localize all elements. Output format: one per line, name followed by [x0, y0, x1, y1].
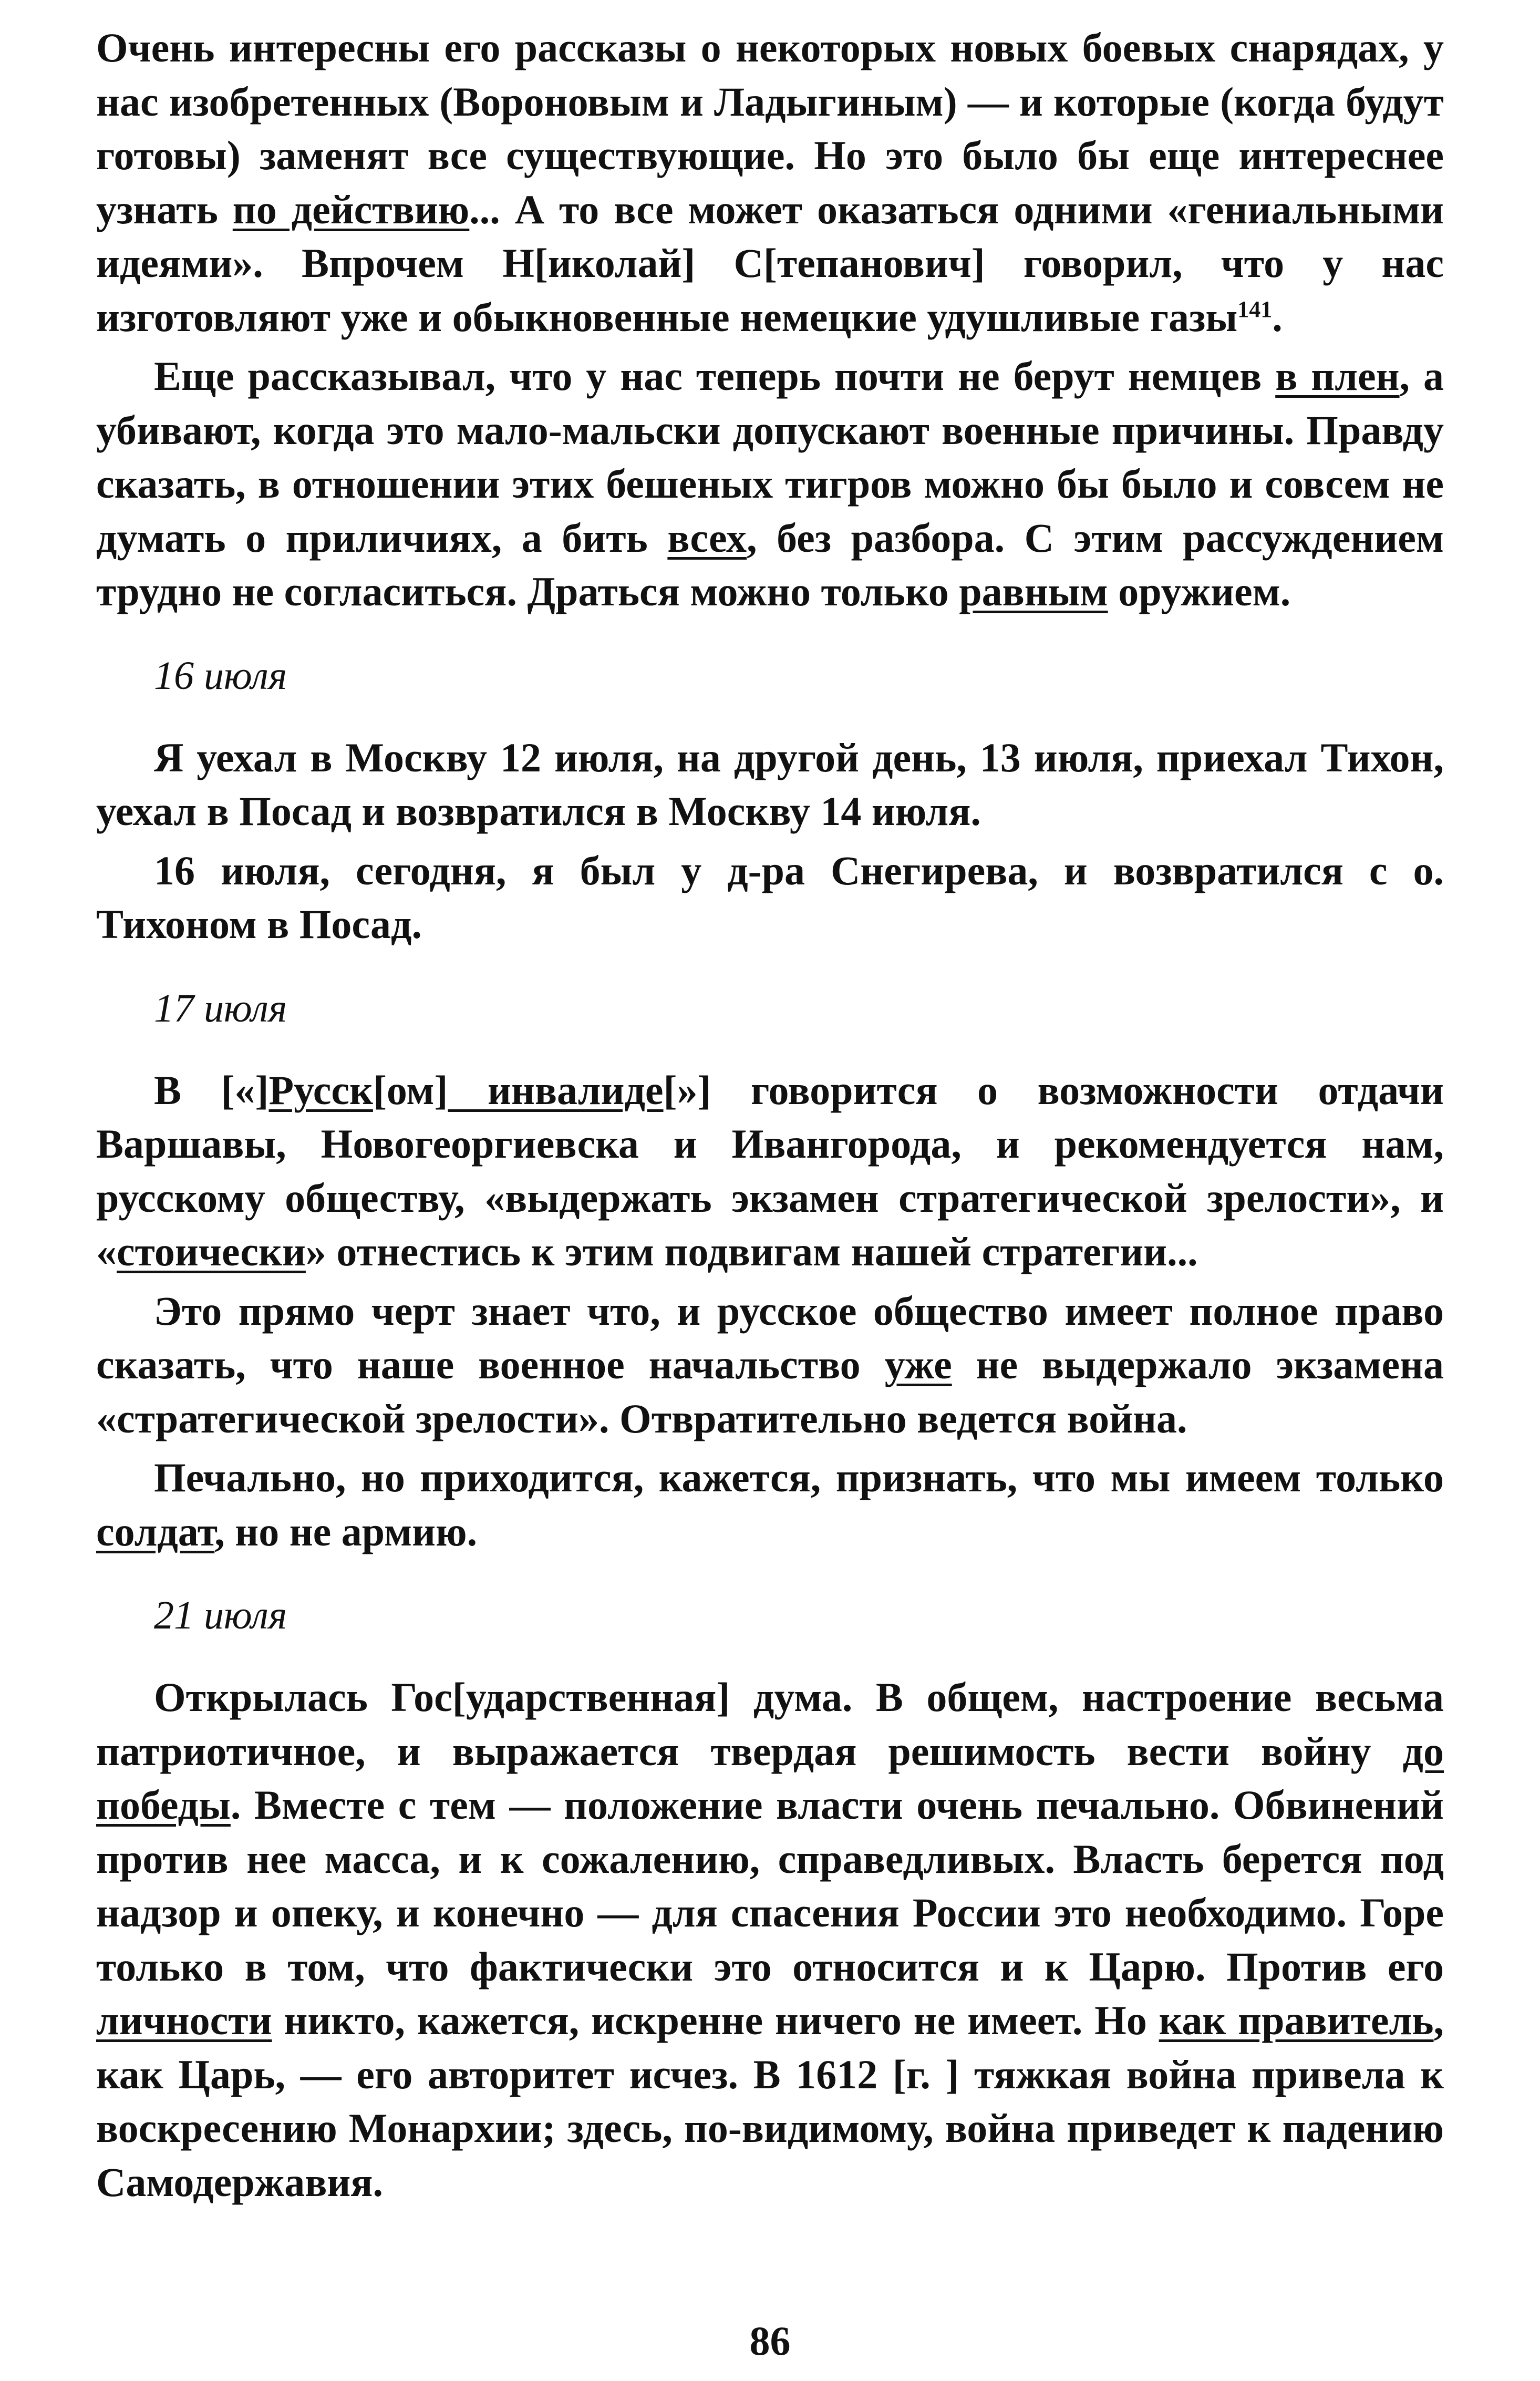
paragraph-invalid-newspaper — [96, 1064, 1444, 1279]
paragraph-moscow-trip: Я уехал в Москву 12 июля, на другой день, 13 июля, приехал Тихон, уехал в Посад и возвратился в Москву 14 июля. — [96, 734, 1444, 834]
book-page — [96, 21, 1444, 2214]
underlined-text: личности — [96, 1997, 272, 2043]
underlined-text: Русск — [268, 1067, 373, 1113]
page-number: 86 — [749, 2318, 791, 2364]
text-run: . — [1272, 294, 1283, 340]
underlined-text: в плен — [1275, 353, 1400, 399]
text-run: , а убивают, когда это мало-мальски допускают военные причины. Правду сказать, в отношении этих бешеных тигров можно бы было и совсем не думать о приличиях, а бить — [96, 353, 1444, 561]
text-run: , без разбора. С этим рассуждением трудно не согласиться. Драться можно только — [96, 514, 1444, 614]
text-run: » отнестись к этим подвигам нашей стратегии... — [305, 1229, 1198, 1274]
text-run: [ом] — [373, 1067, 448, 1113]
paragraph-shells — [96, 21, 1444, 344]
text-run: . Вместе с тем — положение власти очень печально. Обвинений против нее масса, и к сожалению, справедливых. Власть берется под надзор и опеку, и конечно — для спасения России это необходимо. Горе только в том, что фактически это относится и к Царю. Против его — [96, 1782, 1444, 1990]
footnote-reference: 141 — [1237, 296, 1273, 322]
text-run: , но не армию. — [214, 1508, 478, 1554]
underlined-text: стоически — [117, 1229, 306, 1274]
entry-date-21-july: 21 июля — [154, 1593, 287, 1637]
entry-date-17-july: 17 июля — [154, 986, 287, 1030]
text-run: , как Царь, — его авторитет исчез. В 1612 [г. ] тяжкая война привела к воскресению Монархии; здесь, по-видимому, война приведет к падению Самодержавия. — [96, 1997, 1444, 2205]
underlined-text: уже — [884, 1342, 952, 1387]
entry-date-16-july: 16 июля — [154, 653, 287, 698]
text-run: никто, кажется, искренне ничего не имеет. Но — [272, 1997, 1159, 2043]
paragraph-strategic-maturity — [96, 1284, 1444, 1446]
text-run: [»] говорится о возможности отдачи Варшавы, Новогеоргиевска и Ивангорода, и рекомендуется нам, русскому обществу, «выдержать экзамен стратегической зрелости», и « — [96, 1067, 1444, 1274]
underlined-text: инвалиде — [448, 1067, 664, 1113]
paragraph-duma — [96, 1671, 1444, 2209]
text-run: оружием. — [1108, 569, 1291, 614]
text-run: не выдержало экзамена «стратегической зрелости». Отвратительно ведется война. — [96, 1342, 1444, 1441]
underlined-text: как правитель — [1159, 1997, 1434, 2043]
text-run: Еще рассказывал, что у нас теперь почти не берут немцев — [154, 353, 1276, 399]
underlined-text: солдат — [96, 1508, 215, 1554]
paragraph-prisoners — [96, 349, 1444, 619]
text-run: Это прямо черт знает что, и русское общество имеет полное право сказать, что наше военное начальство — [96, 1287, 1444, 1387]
text-run: В [«] — [154, 1067, 269, 1113]
underlined-text: всех — [667, 514, 747, 561]
text-run: Очень интересны его рассказы о некоторых новых боевых снарядах, у нас изобретенных (Вороновым и Ладыгиным) — и которые (когда будут готовы) заменят все существующие. Но это было бы еще интереснее узнать — [96, 25, 1444, 232]
underlined-text: по действию — [232, 186, 470, 232]
underlined-text: до победы — [96, 1728, 1444, 1828]
paragraph-snegirev: 16 июля, сегодня, я был у д-ра Снегирева, и возвратился с о. Тихоном в Посад. — [96, 847, 1444, 947]
text-run: Печально, но приходится, кажется, признать, что мы имеем только — [154, 1455, 1444, 1500]
underlined-text: равным — [959, 569, 1108, 614]
paragraph-soldiers — [96, 1451, 1444, 1559]
text-run: Открылась Гос[ударственная] дума. В общем, настроение весьма патриотичное, и выражается твердая решимость вести войну — [96, 1674, 1444, 1774]
text-run: ... А то все может оказаться одними «гениальными идеями». Впрочем Н[иколай] С[тепанович] говорил, что у нас изготовляют уже и обыкновенные немецкие удушливые газы — [96, 186, 1444, 340]
